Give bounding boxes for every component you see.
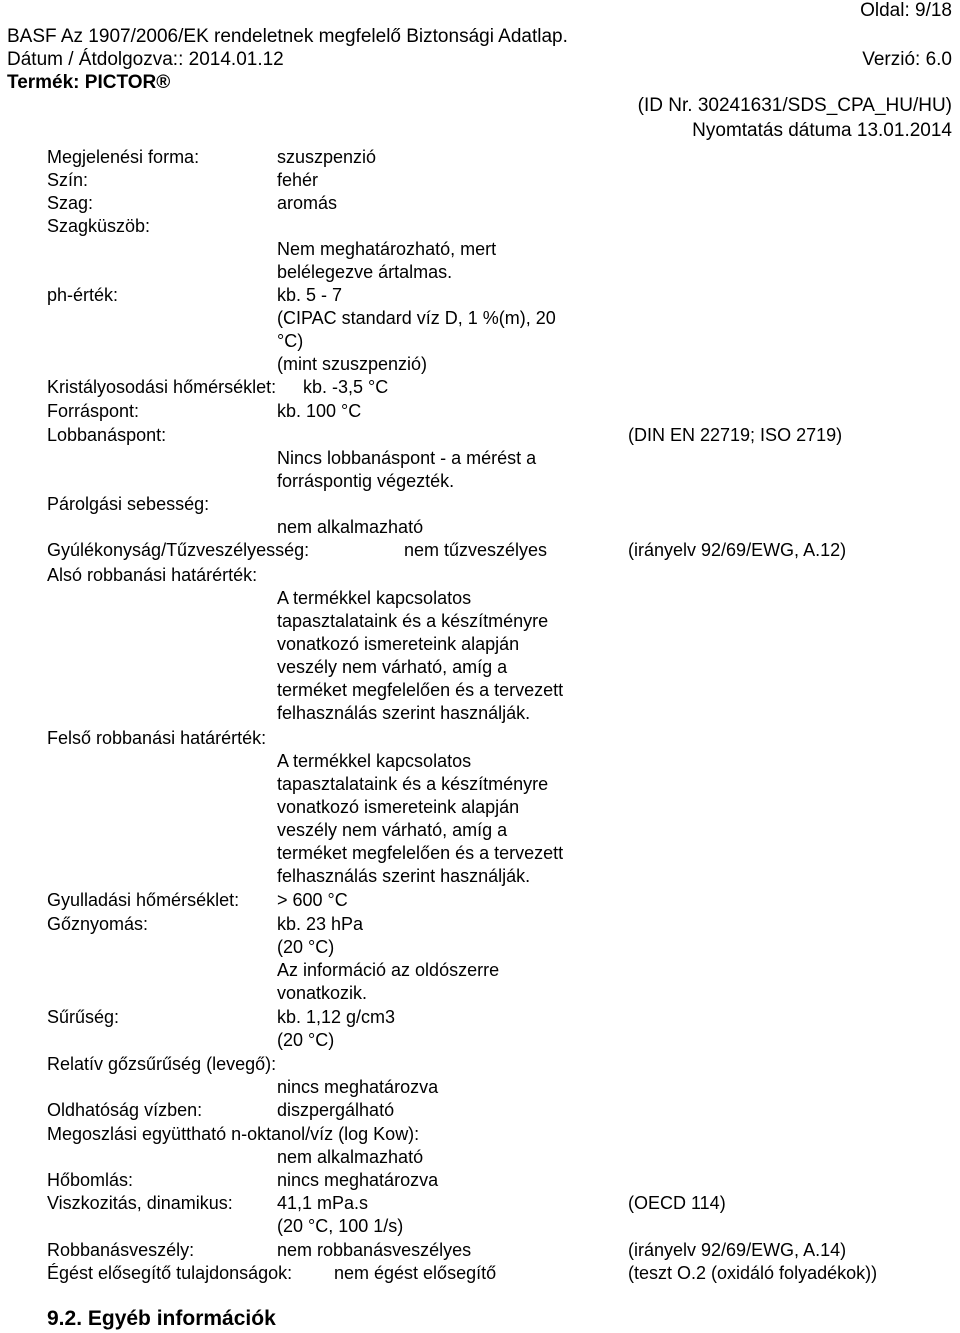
upper-explosion-limit-value: A termékkel kapcsolatos [277,751,472,771]
flammability-label: Gyúlékonyság/Tűzveszélyesség: [47,540,310,560]
vapour-pressure-note: Az információ az oldószerre [277,960,500,980]
appearance-value: szuszpenzió [277,147,377,167]
crystallization-value: kb. -3,5 °C [303,377,389,397]
lower-explosion-limit-value: terméket megfelelően és a tervezett [277,680,564,700]
ph-label: ph-érték: [47,285,119,305]
upper-explosion-limit-value: tapasztalataink és a készítményre [277,774,549,794]
partition-coefficient-label: Megoszlási együttható n-oktanol/víz (log Kow): [47,1124,420,1144]
density-value: kb. 1,12 g/cm3 [277,1007,396,1027]
odor-label: Szag: [47,193,94,213]
evaporation-rate-value: nem alkalmazható [277,517,424,537]
evaporation-rate-label: Párolgási sebesség: [47,494,210,514]
ph-value: kb. 5 - 7 [277,285,343,305]
thermal-decomposition-value: nincs meghatározva [277,1170,439,1190]
viscosity-value: 41,1 mPa.s [277,1193,369,1213]
density-label: Sűrűség: [47,1007,120,1027]
water-solubility-label: Oldhatóság vízben: [47,1100,203,1120]
flammability-method: (irányelv 92/69/EWG, A.12) [628,540,847,560]
crystallization-label: Kristályosodási hőmérséklet: [47,377,277,397]
ignition-temperature-value: > 600 °C [277,890,348,910]
explosion-hazard-label: Robbanásveszély: [47,1240,195,1260]
flash-point-method: (DIN EN 22719; ISO 2719) [628,425,843,445]
lower-explosion-limit-value: veszély nem várható, amíg a [277,657,508,677]
upper-explosion-limit-value: veszély nem várható, amíg a [277,820,508,840]
odor-threshold-value: belélegezve ártalmas. [277,262,453,282]
flammability-value: nem tűzveszélyes [404,540,548,560]
lower-explosion-limit-value: A termékkel kapcsolatos [277,588,472,608]
explosion-hazard-value: nem robbanásveszélyes [277,1240,472,1260]
boiling-point-value: kb. 100 °C [277,401,362,421]
lower-explosion-limit-value: vonatkozó ismereteink alapján [277,634,520,654]
water-solubility-value: diszpergálható [277,1100,395,1120]
ph-condition: °C) [277,331,304,351]
odor-value: aromás [277,193,338,213]
upper-explosion-limit-value: terméket megfelelően és a tervezett [277,843,564,863]
page-number: Oldal: 9/18 [860,0,952,21]
density-condition: (20 °C) [277,1030,335,1050]
flash-point-value: forráspontig végezték. [277,471,455,491]
flash-point-label: Lobbanáspont: [47,425,167,445]
color-label: Szín: [47,170,89,190]
upper-explosion-limit-label: Felső robbanási határérték: [47,728,267,748]
relative-vapour-density-label: Relatív gőzsűrűség (levegő): [47,1054,277,1074]
vapour-pressure-condition: (20 °C) [277,937,335,957]
version: Verzió: 6.0 [862,49,952,70]
ph-condition: (CIPAC standard víz D, 1 %(m), 20 [277,308,556,328]
oxidizing-properties-label: Égést elősegítő tulajdonságok: [47,1263,293,1283]
viscosity-method: (OECD 114) [628,1193,726,1213]
viscosity-label: Viszkozitás, dinamikus: [47,1193,233,1213]
ignition-temperature-label: Gyulladási hőmérséklet: [47,890,240,910]
revision-date: Dátum / Átdolgozva:: 2014.01.12 [7,49,284,70]
color-value: fehér [277,170,319,190]
flash-point-value: Nincs lobbanáspont - a mérést a [277,448,537,468]
thermal-decomposition-label: Hőbomlás: [47,1170,134,1190]
lower-explosion-limit-value: tapasztalataink és a készítményre [277,611,549,631]
oxidizing-properties-method: (teszt O.2 (oxidáló folyadékok)) [628,1263,878,1283]
vapour-pressure-value: kb. 23 hPa [277,914,364,934]
partition-coefficient-value: nem alkalmazható [277,1147,424,1167]
document-title: BASF Az 1907/2006/EK rendeletnek megfelelő Biztonsági Adatlap. [7,26,568,47]
upper-explosion-limit-value: felhasználás szerint használják. [277,866,531,886]
viscosity-condition: (20 °C, 100 1/s) [277,1216,404,1236]
lower-explosion-limit-value: felhasználás szerint használják. [277,703,531,723]
vapour-pressure-note: vonatkozik. [277,983,368,1003]
upper-explosion-limit-value: vonatkozó ismereteink alapján [277,797,520,817]
product-name: Termék: PICTOR® [7,72,171,93]
odor-threshold-value: Nem meghatározható, mert [277,239,497,259]
ph-condition: (mint szuszpenzió) [277,354,428,374]
print-date: Nyomtatás dátuma 13.01.2014 [692,120,952,141]
section-heading: 9.2. Egyéb információk [47,1307,276,1330]
boiling-point-label: Forráspont: [47,401,140,421]
relative-vapour-density-value: nincs meghatározva [277,1077,439,1097]
odor-threshold-label: Szagküszöb: [47,216,151,236]
explosion-hazard-method: (irányelv 92/69/EWG, A.14) [628,1240,847,1260]
oxidizing-properties-value: nem égést elősegítő [334,1263,497,1283]
lower-explosion-limit-label: Alsó robbanási határérték: [47,565,258,585]
vapour-pressure-label: Gőznyomás: [47,914,149,934]
document-id: (ID Nr. 30241631/SDS_CPA_HU/HU) [637,95,952,116]
appearance-label: Megjelenési forma: [47,147,200,167]
